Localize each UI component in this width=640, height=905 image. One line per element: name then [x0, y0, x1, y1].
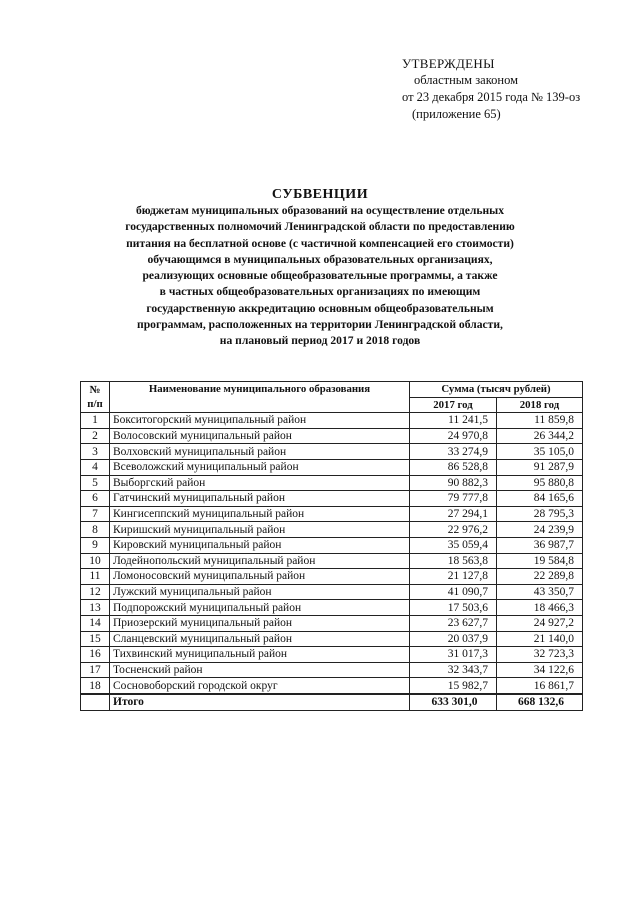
row-name: Сосновоборский городской округ: [110, 678, 410, 694]
row-number: 11: [81, 569, 110, 585]
subtitle-line: питания на бесплатной основе (с частичной компенсацией его стоимости): [126, 236, 514, 250]
row-number: 16: [81, 647, 110, 663]
row-2018: 35 105,0: [497, 444, 583, 460]
approval-stamp: [402, 55, 632, 123]
total-2017: 633 301,0: [410, 694, 497, 711]
row-2017: 86 528,8: [410, 459, 497, 475]
row-number: 12: [81, 584, 110, 600]
row-name: Гатчинский муниципальный район: [110, 491, 410, 507]
row-number: 1: [81, 413, 110, 429]
row-number: 2: [81, 428, 110, 444]
row-2018: 84 165,6: [497, 491, 583, 507]
row-name: Кингисеппский муниципальный район: [110, 506, 410, 522]
table-row: [81, 475, 583, 491]
table-row: [81, 428, 583, 444]
row-2018: 18 466,3: [497, 600, 583, 616]
table-row: [81, 584, 583, 600]
row-2018: 32 723,3: [497, 647, 583, 663]
row-2017: 79 777,8: [410, 491, 497, 507]
table-row: [81, 569, 583, 585]
row-name: Киришский муниципальный район: [110, 522, 410, 538]
approval-heading: УТВЕРЖДЕНЫ: [402, 56, 495, 71]
table-row: [81, 631, 583, 647]
row-2017: 21 127,8: [410, 569, 497, 585]
table-row: [81, 678, 583, 694]
row-number: 15: [81, 631, 110, 647]
row-name: Кировский муниципальный район: [110, 537, 410, 553]
row-number: 3: [81, 444, 110, 460]
row-name: Бокситогорский муниципальный район: [110, 413, 410, 429]
subtitle-line: в частных общеобразовательных организациях по имеющим: [159, 285, 481, 299]
table-row: [81, 647, 583, 663]
row-name: Всеволожский муниципальный район: [110, 459, 410, 475]
row-name: Тихвинский муниципальный район: [110, 647, 410, 663]
header-number-line2: п/п: [87, 398, 103, 411]
row-2017: 22 976,2: [410, 522, 497, 538]
row-number: 14: [81, 615, 110, 631]
row-2017: 15 982,7: [410, 678, 497, 694]
row-number: 18: [81, 678, 110, 694]
table-row: [81, 615, 583, 631]
row-2018: 21 140,0: [497, 631, 583, 647]
row-name: Выборгский район: [110, 475, 410, 491]
row-name: Приозерский муниципальный район: [110, 615, 410, 631]
row-name: Волосовский муниципальный район: [110, 428, 410, 444]
row-name: Сланцевский муниципальный район: [110, 631, 410, 647]
table-row: [81, 491, 583, 507]
approval-law-date: от 23 декабря 2015 года № 139-оз: [402, 90, 581, 104]
row-name: Подпорожский муниципальный район: [110, 600, 410, 616]
row-2018: 19 584,8: [497, 553, 583, 569]
row-2018: 36 987,7: [497, 537, 583, 553]
table-row: [81, 459, 583, 475]
row-number: 5: [81, 475, 110, 491]
table-row: [81, 537, 583, 553]
row-2017: 90 882,3: [410, 475, 497, 491]
row-2017: 32 343,7: [410, 662, 497, 678]
row-2017: 20 037,9: [410, 631, 497, 647]
row-name: Лодейнопольский муниципальный район: [110, 553, 410, 569]
row-2017: 18 563,8: [410, 553, 497, 569]
row-2017: 35 059,4: [410, 537, 497, 553]
row-name: Волховский муниципальный район: [110, 444, 410, 460]
row-2018: 26 344,2: [497, 428, 583, 444]
header-2018: 2018 год: [497, 397, 583, 413]
row-2018: 11 859,8: [497, 413, 583, 429]
table-row: [81, 553, 583, 569]
approval-appendix: (приложение 65): [412, 107, 501, 121]
header-number-line1: №: [89, 384, 101, 397]
header-sum: Сумма (тысяч рублей): [410, 382, 583, 398]
subtitle-line: обучающимся в муниципальных образовательных организациях,: [147, 252, 493, 266]
row-2017: 27 294,1: [410, 506, 497, 522]
table-row: [81, 506, 583, 522]
subtitle-line: государственную аккредитацию основным общеобразовательным: [146, 301, 494, 315]
total-2018: 668 132,6: [497, 694, 583, 711]
subtitle-line: реализующих основные общеобразовательные программы, а также: [142, 269, 498, 283]
row-number: 10: [81, 553, 110, 569]
row-number: 4: [81, 459, 110, 475]
header-number: [81, 382, 110, 413]
row-name: Тосненский район: [110, 662, 410, 678]
row-2017: 24 970,8: [410, 428, 497, 444]
row-2018: 95 880,8: [497, 475, 583, 491]
row-number: 17: [81, 662, 110, 678]
row-2017: 33 274,9: [410, 444, 497, 460]
document-title: СУБВЕНЦИИ: [271, 187, 369, 202]
total-number-cell: [81, 694, 110, 711]
table-row: [81, 522, 583, 538]
total-row: [81, 694, 583, 711]
table-row: [81, 413, 583, 429]
table-row: [81, 600, 583, 616]
row-2018: 28 795,3: [497, 506, 583, 522]
row-number: 7: [81, 506, 110, 522]
row-2018: 43 350,7: [497, 584, 583, 600]
subtitle-line: на плановый период 2017 и 2018 годов: [219, 334, 421, 348]
header-name: Наименование муниципального образования: [110, 382, 410, 413]
document-subtitle: [70, 203, 570, 350]
table-row: [81, 662, 583, 678]
row-2017: 31 017,3: [410, 647, 497, 663]
row-number: 13: [81, 600, 110, 616]
row-2018: 24 239,9: [497, 522, 583, 538]
subtitle-line: государственных полномочий Ленинградской области по предоставлению: [125, 220, 515, 234]
row-2018: 91 287,9: [497, 459, 583, 475]
subsidy-table: [80, 381, 583, 711]
row-2017: 41 090,7: [410, 584, 497, 600]
header-2017: 2017 год: [410, 397, 497, 413]
row-number: 9: [81, 537, 110, 553]
table-body: [81, 413, 583, 694]
row-2017: 11 241,5: [410, 413, 497, 429]
row-name: Ломоносовский муниципальный район: [110, 569, 410, 585]
row-name: Лужский муниципальный район: [110, 584, 410, 600]
row-number: 8: [81, 522, 110, 538]
row-2018: 34 122,6: [497, 662, 583, 678]
row-2017: 23 627,7: [410, 615, 497, 631]
subtitle-line: программам, расположенных на территории Ленинградской области,: [137, 318, 503, 332]
row-2018: 24 927,2: [497, 615, 583, 631]
row-2018: 16 861,7: [497, 678, 583, 694]
subtitle-line: бюджетам муниципальных образований на осуществление отдельных: [135, 204, 505, 217]
total-label: Итого: [110, 694, 410, 711]
row-number: 6: [81, 491, 110, 507]
row-2017: 17 503,6: [410, 600, 497, 616]
table-row: [81, 444, 583, 460]
row-2018: 22 289,8: [497, 569, 583, 585]
approval-law-type: областным законом: [414, 73, 519, 87]
